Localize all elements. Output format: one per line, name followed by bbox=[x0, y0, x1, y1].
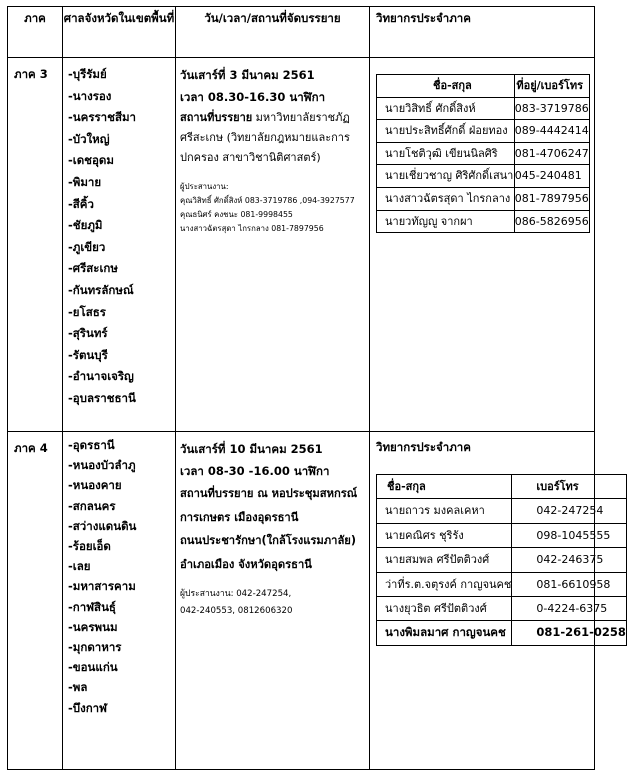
list-item: -บุรีรัมย์ bbox=[68, 67, 107, 81]
speaker-name: นายวทัญญู จากผา bbox=[377, 210, 515, 233]
speaker-name: นายโชติวุฒิ เขียนนิลศิริ bbox=[377, 142, 515, 165]
speakers-cell bbox=[370, 58, 595, 432]
speaker-name: นายสมพล ศรีปัตติวงศ์ bbox=[377, 548, 512, 572]
list-item: -อุบลราชธานี bbox=[68, 390, 136, 405]
table-row bbox=[377, 165, 590, 188]
list-item: -นางรอง bbox=[68, 88, 112, 103]
session-venue-line: การเกษตร เมืองอุดรธานี bbox=[180, 510, 299, 524]
speaker-tel: 086-5826956 bbox=[514, 210, 589, 233]
session-venue-line: ถนนประชารักษา(ใกล้โรงแรมภาลัย) bbox=[180, 534, 356, 547]
header-speakers: วิทยากรประจำภาค bbox=[370, 7, 595, 58]
speaker-header-row bbox=[377, 75, 590, 98]
province-list bbox=[63, 432, 175, 718]
header-region: ภาค bbox=[8, 7, 63, 58]
province-cell bbox=[63, 58, 176, 432]
lecture-schedule-table bbox=[7, 6, 626, 770]
province-list bbox=[63, 58, 175, 410]
coordinator-block bbox=[180, 586, 365, 620]
speaker-header-tel: ที่อยู่/เบอร์โทร bbox=[514, 75, 589, 98]
speakers-cell bbox=[370, 432, 626, 770]
venue-label: สถานที่บรรยาย bbox=[180, 111, 253, 124]
speaker-tel: 042-247254 bbox=[512, 499, 627, 523]
session-venue-line: สถานที่บรรยาย ณ หอประชุมสหกรณ์ bbox=[180, 487, 358, 500]
venue-text: มหาวิทยาลัยราชภัฏศรีสะเกษ (วิทยาลัยกฎหมายและการปกครอง สาขาวิชานิติศาสตร์) bbox=[180, 111, 350, 164]
region-name: ภาค 4 bbox=[8, 432, 63, 770]
session-time: เวลา 08-30 -16.00 นาฬิกา bbox=[180, 464, 330, 478]
speaker-table bbox=[376, 474, 627, 646]
table-row bbox=[377, 120, 590, 143]
list-item: -ภูเขียว bbox=[68, 239, 106, 254]
table-row bbox=[377, 572, 627, 596]
table-row bbox=[377, 187, 590, 210]
list-item: -เดชอุดม bbox=[68, 153, 114, 168]
speaker-name: นายถาวร มงคลเคหา bbox=[377, 499, 512, 523]
session-venue-line: อำเภอเมือง จังหวัดอุดรธานี bbox=[180, 557, 312, 571]
coordinator-block bbox=[180, 180, 365, 236]
speaker-tel: 045-240481 bbox=[514, 165, 589, 188]
list-item: -อุดรธานี bbox=[68, 438, 115, 452]
list-item: -ขอนแก่น bbox=[68, 660, 118, 675]
table-row bbox=[377, 210, 590, 233]
region-name: ภาค 3 bbox=[8, 58, 63, 432]
speaker-table bbox=[376, 74, 590, 233]
list-item: -สุรินทร์ bbox=[68, 326, 108, 341]
list-item: -สกลนคร bbox=[68, 498, 116, 513]
list-item: -อำนาจเจริญ bbox=[68, 369, 134, 384]
speaker-tel: 081-7897956 bbox=[514, 187, 589, 210]
speaker-name: ว่าที่ร.ต.จตุรงค์ กาญจนคช bbox=[377, 572, 512, 596]
session-cell bbox=[176, 58, 370, 432]
speaker-tel: 081-4706247 bbox=[514, 142, 589, 165]
list-item: -ศรีสะเกษ bbox=[68, 261, 118, 276]
list-item: -พล bbox=[68, 680, 88, 695]
list-item: -ร้อยเอ็ด bbox=[68, 539, 111, 554]
speaker-tel: 089-4442414 bbox=[514, 120, 589, 143]
list-item: -หนองคาย bbox=[68, 478, 122, 493]
speaker-header-name: ชื่อ-สกุล bbox=[377, 475, 512, 499]
session-time: เวลา 08.30-16.30 นาฬิกา bbox=[180, 90, 326, 104]
table-row bbox=[377, 142, 590, 165]
speaker-name: นางยุวธิต ศรีปัตติวงศ์ bbox=[377, 597, 512, 621]
list-item: -สีคิ้ว bbox=[68, 196, 94, 211]
speaker-name: นางพิมลมาศ กาญจนคช bbox=[377, 621, 512, 645]
session-cell bbox=[176, 432, 370, 770]
table-row bbox=[377, 621, 627, 645]
speaker-tel: 081-261-0258 bbox=[512, 621, 627, 645]
table-row-region-4 bbox=[8, 432, 595, 770]
list-item: -มุกดาหาร bbox=[68, 640, 122, 655]
speaker-name: นายวิสิทธิ์ ศักดิ์สิงห์ bbox=[377, 97, 515, 120]
speaker-name: นายคณิศร ชุริรัง bbox=[377, 523, 512, 547]
header-courts: ศาลจังหวัดในเขตพื้นที่ bbox=[63, 7, 176, 58]
list-item: -ยโสธร bbox=[68, 304, 106, 319]
coordinator-line: คุณวิสิทธิ์ ศักดิ์สิงห์ 083-3719786 ,094-3927577 bbox=[180, 196, 355, 205]
list-item: -นครราชสีมา bbox=[68, 110, 137, 125]
table-row bbox=[377, 499, 627, 523]
province-cell bbox=[63, 432, 176, 770]
speaker-tel: 081-6610958 bbox=[512, 572, 627, 596]
table-row-region-3 bbox=[8, 58, 595, 432]
list-item: -บึงกาฬ bbox=[68, 700, 107, 715]
coordinator-line: นางสาวฉัตรสุดา ไกรกลาง 081-7897956 bbox=[180, 224, 324, 233]
list-item: -บัวใหญ่ bbox=[68, 131, 110, 146]
table-row bbox=[377, 548, 627, 572]
coordinator-line: คุณธนิศร์ คงชนะ 081-9998455 bbox=[180, 210, 293, 219]
session-venue bbox=[180, 108, 365, 168]
speaker-tel: 0-4224-6375 bbox=[512, 597, 627, 621]
list-item: -กันทรลักษณ์ bbox=[68, 282, 134, 297]
coordinator-title: ผู้ประสานงาน: 042-247254, bbox=[180, 589, 292, 599]
list-item: -พิมาย bbox=[68, 174, 102, 189]
table-header-row bbox=[8, 7, 595, 58]
coordinator-title: ผู้ประสานงาน: bbox=[180, 182, 229, 191]
list-item: -นครพนม bbox=[68, 619, 118, 634]
list-item: -มหาสารคาม bbox=[68, 579, 136, 594]
header-session: วัน/เวลา/สถานที่จัดบรรยาย bbox=[176, 7, 370, 58]
speaker-name: นายเชี่ยวชาญ ศิริศักดิ์เสนา bbox=[377, 165, 515, 188]
list-item: -กาฬสินธุ์ bbox=[68, 599, 116, 614]
list-item: -เลย bbox=[68, 559, 91, 574]
session-date: วันเสาร์ที่ 3 มีนาคม 2561 bbox=[180, 68, 315, 82]
table-row bbox=[377, 97, 590, 120]
coordinator-line: 042-240553, 0812606320 bbox=[180, 606, 293, 616]
speaker-header-row bbox=[377, 475, 627, 499]
table-row bbox=[377, 597, 627, 621]
speaker-header-name: ชื่อ-สกุล bbox=[377, 75, 515, 98]
list-item: -หนองบัวลำภู bbox=[68, 458, 136, 473]
speaker-tel: 042-246375 bbox=[512, 548, 627, 572]
speaker-header-tel: เบอร์โทร bbox=[512, 475, 627, 499]
list-item: -สว่างแดนดิน bbox=[68, 518, 137, 533]
session-date: วันเสาร์ที่ 10 มีนาคม 2561 bbox=[180, 442, 323, 456]
speakers-title: วิทยากรประจำภาค bbox=[376, 440, 471, 454]
speaker-name: นายประสิทธิ์ศักดิ์ ฝ่อยทอง bbox=[377, 120, 515, 143]
speaker-tel: 098-1045555 bbox=[512, 523, 627, 547]
table-row bbox=[377, 523, 627, 547]
speaker-tel: 083-3719786 bbox=[514, 97, 589, 120]
list-item: -ชัยภูมิ bbox=[68, 218, 103, 233]
speaker-name: นางสาวฉัตรสุดา ไกรกลาง bbox=[377, 187, 515, 210]
list-item: -รัตนบุรี bbox=[68, 347, 108, 362]
